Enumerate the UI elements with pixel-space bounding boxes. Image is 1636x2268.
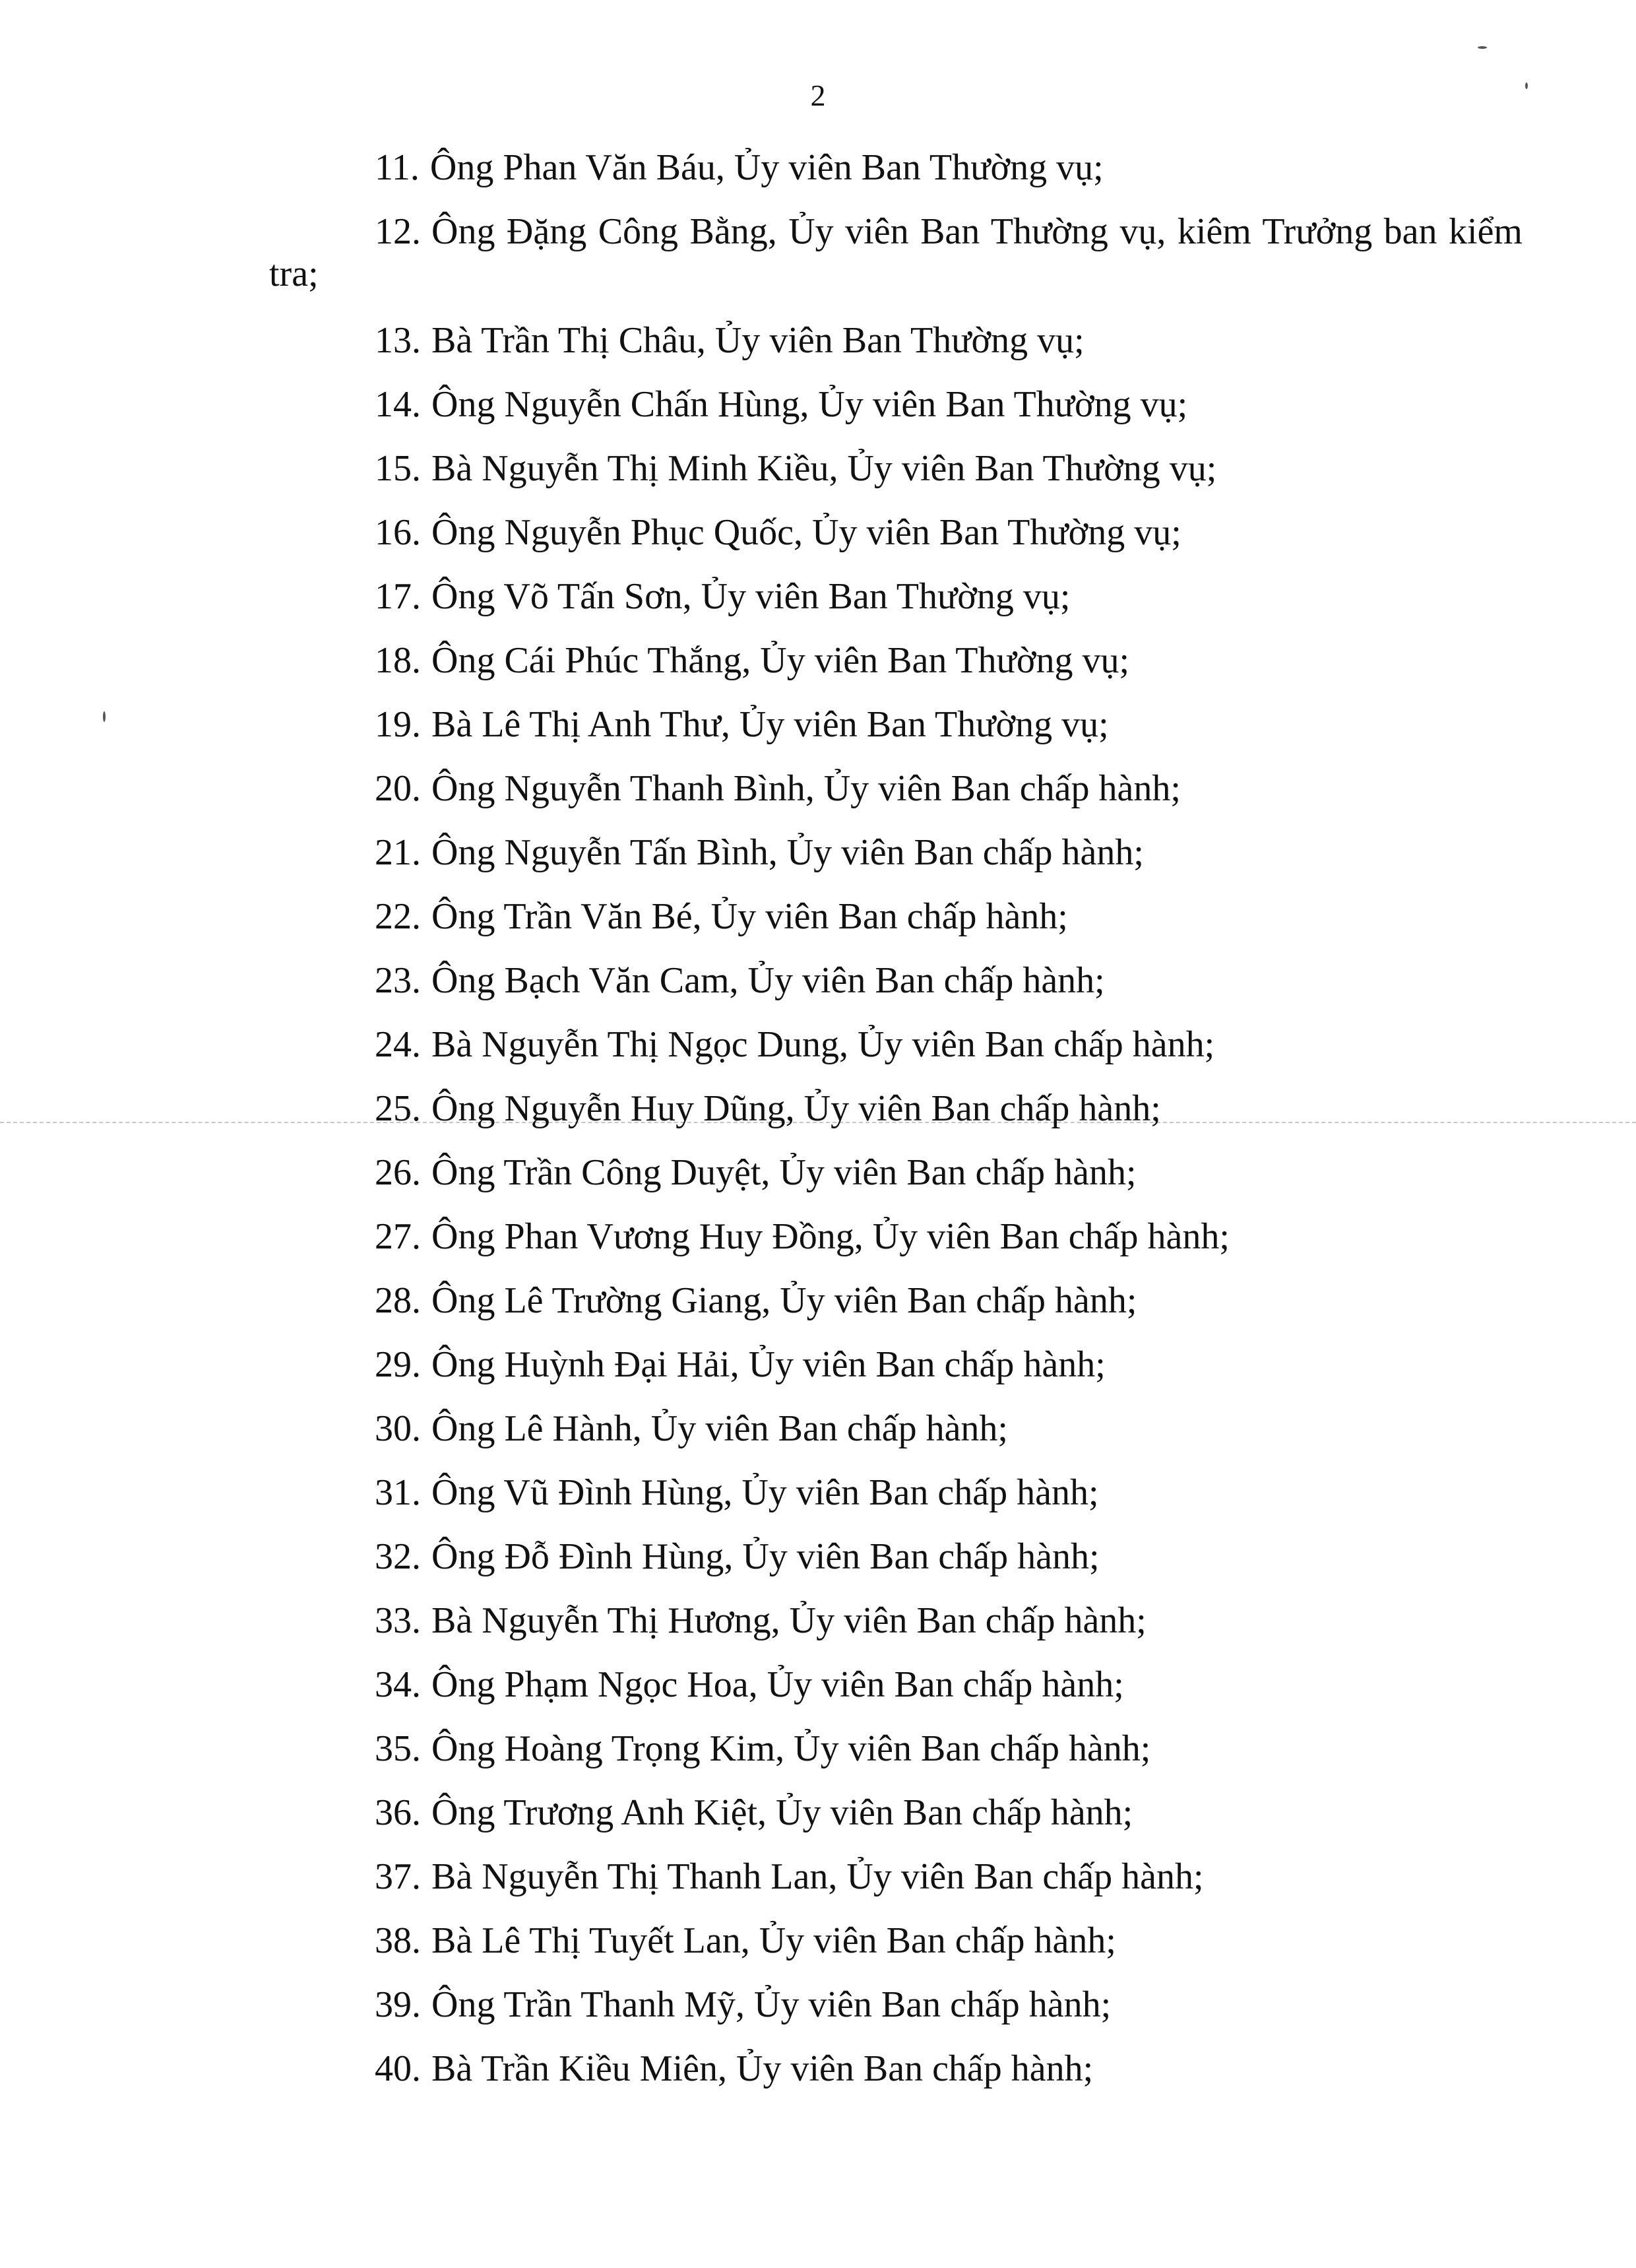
member-entry	[269, 1151, 1523, 1194]
member-entry	[269, 1280, 1523, 1322]
page-number: 2	[810, 79, 826, 112]
entry-text: Ông Phạm Ngọc Hoa, Ủy viên Ban chấp hành;	[431, 1664, 1124, 1705]
entry-text: Bà Nguyễn Thị Ngọc Dung, Ủy viên Ban chấp hành;	[431, 1024, 1215, 1065]
entry-number: 11.	[375, 147, 420, 188]
entry-text: Ông Trần Công Duyệt, Ủy viên Ban chấp hành;	[431, 1152, 1137, 1193]
entry-text: Ông Trần Văn Bé, Ủy viên Ban chấp hành;	[431, 896, 1068, 937]
entry-number: 24.	[375, 1024, 421, 1065]
member-entry	[269, 767, 1523, 810]
entry-number: 36.	[375, 1792, 421, 1833]
entry-text: Ông Nguyễn Thanh Bình, Ủy viên Ban chấp hành;	[431, 768, 1181, 809]
member-entry	[269, 2048, 1523, 2090]
entry-text: Ông Đỗ Đình Hùng, Ủy viên Ban chấp hành;	[431, 1536, 1100, 1577]
entry-number: 16.	[375, 512, 421, 553]
member-entry	[269, 575, 1523, 618]
member-entry	[269, 1087, 1523, 1130]
entry-text: Bà Nguyễn Thị Hương, Ủy viên Ban chấp hành;	[431, 1600, 1147, 1641]
entry-text: Ông Vũ Đình Hùng, Ủy viên Ban chấp hành;	[431, 1472, 1099, 1513]
entry-number: 17.	[375, 576, 421, 617]
entry-number: 23.	[375, 960, 421, 1001]
member-entry	[269, 319, 1523, 362]
entry-text: Ông Nguyễn Phục Quốc, Ủy viên Ban Thường vụ;	[431, 512, 1181, 553]
entry-number: 18.	[375, 640, 421, 681]
entry-text: Ông Lê Trường Giang, Ủy viên Ban chấp hành;	[431, 1280, 1137, 1321]
member-entry	[269, 895, 1523, 938]
member-entry	[269, 639, 1523, 682]
entry-text: Bà Nguyễn Thị Minh Kiều, Ủy viên Ban Thường vụ;	[431, 448, 1217, 489]
member-entry	[269, 511, 1523, 554]
member-entry	[269, 1472, 1523, 1514]
entry-number: 37.	[375, 1856, 421, 1897]
entry-number: 15.	[375, 448, 421, 489]
entry-text: Ông Võ Tấn Sơn, Ủy viên Ban Thường vụ;	[431, 576, 1071, 617]
entry-number: 29.	[375, 1344, 421, 1385]
member-list	[269, 146, 1523, 2112]
entry-text: Ông Lê Hành, Ủy viên Ban chấp hành;	[431, 1408, 1008, 1449]
entry-number: 31.	[375, 1472, 421, 1513]
entry-text: Bà Nguyễn Thị Thanh Lan, Ủy viên Ban chấp hành;	[431, 1856, 1204, 1897]
entry-text: Ông Trương Anh Kiệt, Ủy viên Ban chấp hành;	[431, 1792, 1133, 1833]
member-entry	[269, 447, 1523, 490]
member-entry	[269, 1536, 1523, 1578]
member-entry	[269, 831, 1523, 874]
entry-text: Ông Hoàng Trọng Kim, Ủy viên Ban chấp hành;	[431, 1728, 1151, 1769]
member-entry	[269, 211, 1523, 295]
member-entry	[269, 703, 1523, 746]
entry-text: Bà Lê Thị Tuyết Lan, Ủy viên Ban chấp hành;	[431, 1920, 1116, 1961]
entry-number: 32.	[375, 1536, 421, 1577]
member-entry	[269, 1728, 1523, 1770]
entry-text: Bà Lê Thị Anh Thư, Ủy viên Ban Thường vụ;	[431, 704, 1109, 745]
member-entry	[269, 1408, 1523, 1450]
entry-number: 20.	[375, 768, 421, 809]
entry-text: Ông Huỳnh Đại Hải, Ủy viên Ban chấp hành;	[431, 1344, 1106, 1385]
entry-number: 39.	[375, 1984, 421, 2025]
entry-number: 34.	[375, 1664, 421, 1705]
entry-text: Ông Nguyễn Chấn Hùng, Ủy viên Ban Thường vụ;	[431, 384, 1188, 425]
entry-number: 26.	[375, 1152, 421, 1193]
member-entry	[269, 1600, 1523, 1642]
entry-number: 21.	[375, 832, 421, 873]
member-entry	[269, 1023, 1523, 1066]
member-entry	[269, 1344, 1523, 1386]
entry-text: Ông Bạch Văn Cam, Ủy viên Ban chấp hành;	[431, 960, 1105, 1001]
entry-number: 13.	[375, 320, 421, 361]
entry-number: 25.	[375, 1088, 421, 1129]
entry-number: 38.	[375, 1920, 421, 1961]
entry-number: 33.	[375, 1600, 421, 1641]
entry-text: Ông Nguyễn Tấn Bình, Ủy viên Ban chấp hành;	[431, 832, 1144, 873]
entry-number: 27.	[375, 1216, 421, 1257]
entry-number: 30.	[375, 1408, 421, 1449]
entry-text: Bà Trần Thị Châu, Ủy viên Ban Thường vụ;	[431, 320, 1085, 361]
entry-text: Ông Trần Thanh Mỹ, Ủy viên Ban chấp hành;	[431, 1984, 1112, 2025]
entry-number: 14.	[375, 384, 421, 425]
scan-speck	[1478, 46, 1487, 49]
entry-number: 19.	[375, 704, 421, 745]
entry-number: 22.	[375, 896, 421, 937]
member-entry	[269, 1664, 1523, 1706]
entry-text: Ông Phan Văn Báu, Ủy viên Ban Thường vụ;	[429, 147, 1104, 188]
entry-number: 12.	[375, 211, 421, 252]
entry-number: 40.	[375, 2048, 421, 2089]
member-entry	[269, 959, 1523, 1002]
entry-number: 35.	[375, 1728, 421, 1769]
entry-text: Ông Phan Vương Huy Đồng, Ủy viên Ban chấp hành;	[431, 1216, 1230, 1257]
entry-number: 28.	[375, 1280, 421, 1321]
entry-text: Ông Cái Phúc Thắng, Ủy viên Ban Thường vụ;	[431, 640, 1130, 681]
member-entry	[269, 1984, 1523, 2026]
member-entry	[269, 383, 1523, 426]
member-entry	[269, 146, 1523, 189]
member-entry	[269, 1856, 1523, 1898]
member-entry	[269, 1920, 1523, 1962]
entry-text: Ông Nguyễn Huy Dũng, Ủy viên Ban chấp hành;	[431, 1088, 1161, 1129]
member-entry	[269, 1215, 1523, 1258]
scan-speck	[103, 711, 106, 722]
member-entry	[269, 1792, 1523, 1834]
entry-text: Bà Trần Kiều Miên, Ủy viên Ban chấp hành;	[431, 2048, 1094, 2089]
entry-text: Ông Đặng Công Bằng, Ủy viên Ban Thường vụ, kiêm Trưởng ban kiểm tra;	[269, 211, 1523, 294]
scan-speck	[1525, 82, 1528, 89]
